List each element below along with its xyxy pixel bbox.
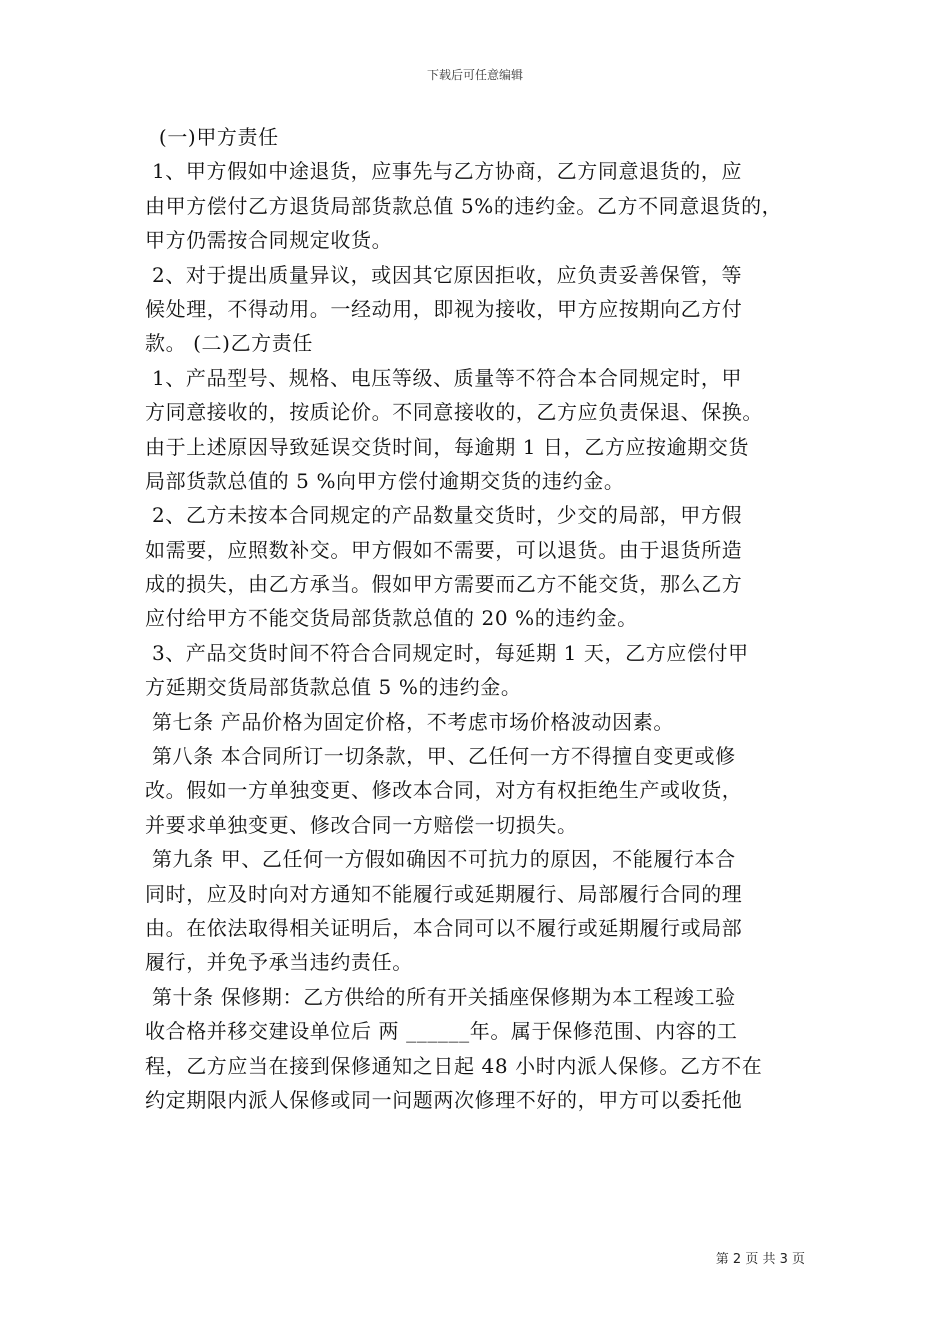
text-line: 第七条 产品价格为固定价格，不考虑市场价格波动因素。: [145, 709, 674, 734]
text-line: 由。在依法取得相关证明后，本合同可以不履行或延期履行或局部: [145, 915, 743, 940]
text-line: 第九条 甲、乙任何一方假如确因不可抗力的原因，不能履行本合: [145, 847, 736, 872]
text-line: 候处理，不得动用。一经动用，即视为接收，甲方应按期向乙方付: [145, 296, 743, 321]
text-line: 1、甲方假如中途退货，应事先与乙方协商，乙方同意退货的，应: [145, 159, 743, 184]
text-line: 1、产品型号、规格、电压等级、质量等不符合本合同规定时，甲: [145, 365, 743, 390]
text-line: 3、产品交货时间不符合合同规定时，每延期 1 天，乙方应偿付甲: [145, 640, 749, 665]
contract-body: [145, 120, 815, 1117]
text-line: 改。假如一方单独变更、修改本合同，对方有权拒绝生产或收货，: [145, 778, 743, 803]
text-line: 局部货款总值的 5 %向甲方偿付逾期交货的违约金。: [145, 468, 625, 493]
text-line: 同时，应及时向对方通知不能履行或延期履行、局部履行合同的理: [145, 881, 743, 906]
text-line: 2、乙方未按本合同规定的产品数量交货时，少交的局部，甲方假: [145, 503, 743, 528]
page-header: 下载后可任意编辑: [426, 68, 523, 82]
text-line: 应付给甲方不能交货局部货款总值的 20 %的违约金。: [145, 606, 638, 631]
text-line: 收合格并移交建设单位后 两 ______年。属于保修范围、内容的工: [145, 1019, 738, 1044]
text-line: 方延期交货局部货款总值 5 %的违约金。: [145, 675, 522, 700]
page-number: 第 2 页 共 3 页: [715, 1252, 805, 1267]
text-line: 方同意接收的，按质论价。不同意接收的，乙方应负责保退、保换。: [145, 400, 763, 425]
text-line: 并要求单独变更、修改合同一方赔偿一切损失。: [145, 812, 578, 837]
text-line: (一)甲方责任: [145, 125, 279, 149]
text-line: 2、对于提出质量异议，或因其它原因拒收，应负责妥善保管，等: [145, 262, 743, 287]
text-line: 甲方仍需按合同规定收货。: [145, 228, 393, 253]
text-line: 第十条 保修期：乙方供给的所有开关插座保修期为本工程竣工验: [145, 984, 736, 1009]
text-line: 由甲方偿付乙方退货局部货款总值 5%的违约金。乙方不同意退货的，: [145, 193, 783, 218]
text-line: 如需要，应照数补交。甲方假如不需要，可以退货。由于退货所造: [145, 537, 743, 562]
text-line: 款。 (二)乙方责任: [145, 331, 313, 356]
text-line: 履行，并免予承当违约责任。: [145, 950, 413, 975]
text-line: 约定期限内派人保修或同一问题两次修理不好的，甲方可以委托他: [145, 1087, 743, 1112]
text-line: 程，乙方应当在接到保修通知之日起 48 小时内派人保修。乙方不在: [145, 1053, 763, 1078]
text-line: 第八条 本合同所订一切条款，甲、乙任何一方不得擅自变更或修: [145, 744, 736, 769]
text-line: 由于上述原因导致延误交货时间，每逾期 1 日，乙方应按逾期交货: [145, 434, 750, 459]
text-line: 成的损失，由乙方承当。假如甲方需要而乙方不能交货，那么乙方: [145, 572, 743, 597]
